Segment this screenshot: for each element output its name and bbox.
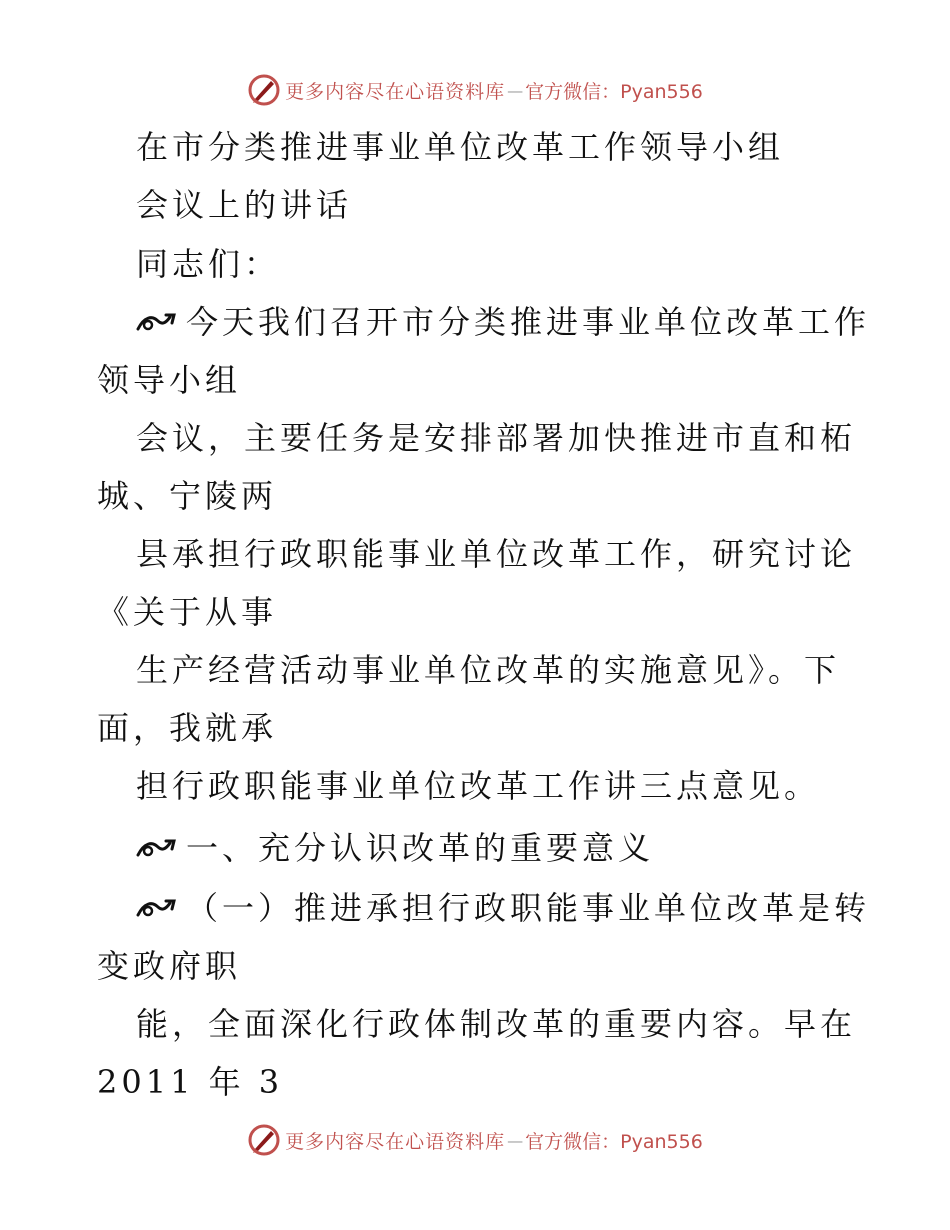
subsection-heading bbox=[136, 888, 870, 928]
header-banner bbox=[0, 70, 950, 110]
fleuron-bullet-icon bbox=[136, 837, 178, 861]
paragraph-line: 县承担行政职能事业单位改革工作，研究讨论 bbox=[136, 535, 857, 573]
paragraph-line: 领导小组 bbox=[97, 361, 242, 399]
fleuron-bullet-icon bbox=[136, 311, 178, 335]
subsection-heading-text: （一）推进承担行政职能事业单位改革是转 bbox=[186, 889, 871, 927]
paragraph-line bbox=[136, 302, 870, 342]
paragraph-line: 《关于从事 bbox=[97, 593, 278, 631]
section-heading-text: 一、充分认识改革的重要意义 bbox=[186, 829, 655, 867]
banner-separator: — bbox=[507, 80, 524, 100]
banner-text: 更多内容尽在心语资料库 bbox=[285, 1130, 506, 1153]
footer-banner bbox=[0, 1120, 950, 1160]
doc-title-line-2: 会议上的讲话 bbox=[136, 186, 353, 224]
paragraph-line: 能，全面深化行政体制改革的重要内容。早在 bbox=[136, 1005, 857, 1043]
paragraph-line: 2011 年 3 bbox=[97, 1063, 284, 1101]
banner-separator: — bbox=[507, 1130, 524, 1150]
paragraph-line: 会议，主要任务是安排部署加快推进市直和柘 bbox=[136, 419, 857, 457]
paragraph-line: 生产经营活动事业单位改革的实施意见》。下 bbox=[136, 651, 841, 689]
paragraph-line: 担行政职能事业单位改革工作讲三点意见。 bbox=[136, 767, 821, 805]
paragraph-line: 城、宁陵两 bbox=[97, 477, 278, 515]
pen-logo-icon bbox=[247, 1123, 281, 1157]
section-heading bbox=[136, 828, 654, 868]
doc-title-line-1: 在市分类推进事业单位改革工作领导小组 bbox=[136, 128, 785, 166]
fleuron-bullet-icon bbox=[136, 897, 178, 921]
banner-contact: 官方微信：Pyan556 bbox=[525, 1130, 703, 1153]
paragraph-text: 今天我们召开市分类推进事业单位改革工作 bbox=[186, 303, 871, 341]
salutation: 同志们： bbox=[136, 245, 281, 283]
paragraph-line: 变政府职 bbox=[97, 947, 242, 985]
banner-text: 更多内容尽在心语资料库 bbox=[285, 80, 506, 103]
pen-logo-icon bbox=[247, 73, 281, 107]
paragraph-line: 面，我就承 bbox=[97, 709, 278, 747]
banner-contact: 官方微信：Pyan556 bbox=[525, 80, 703, 103]
